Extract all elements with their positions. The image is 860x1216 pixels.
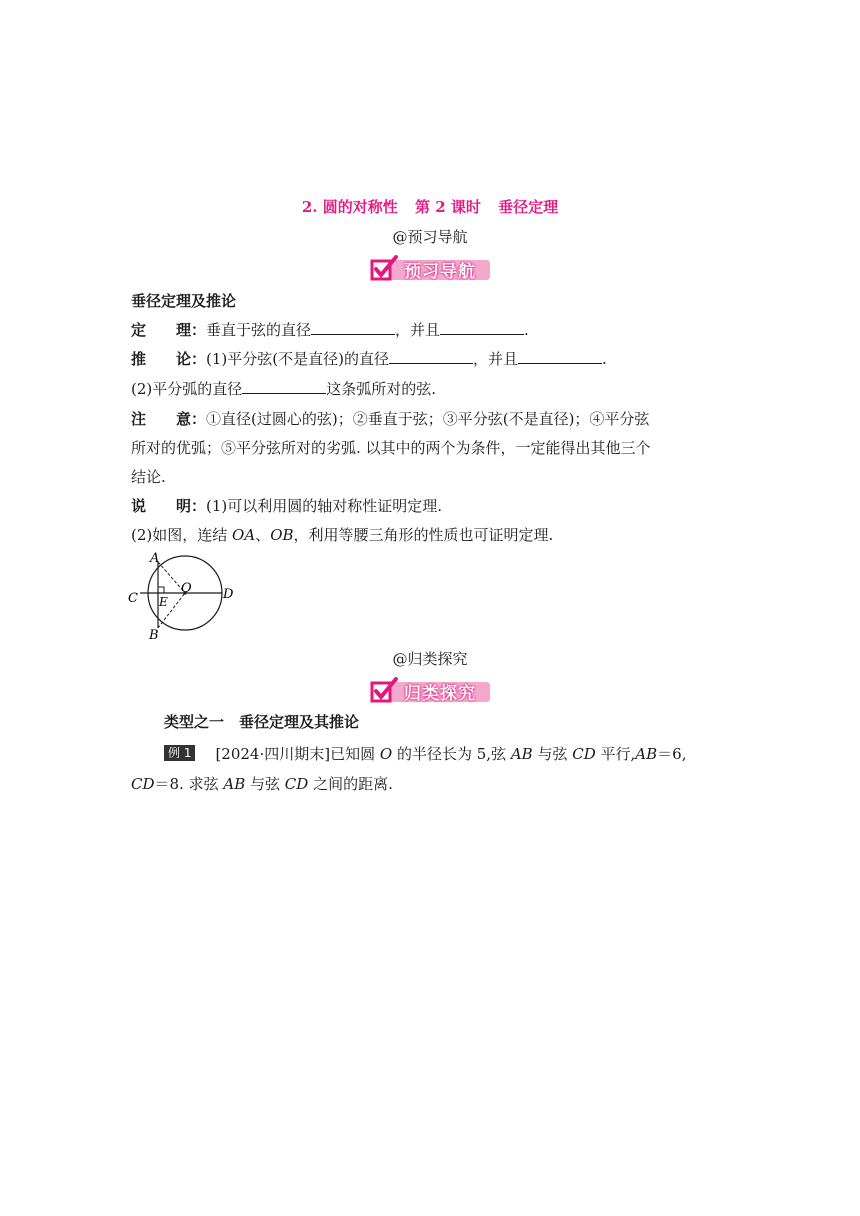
var-cd: CD: [131, 775, 155, 793]
var-ab: AB: [510, 745, 533, 763]
theorem-end: .: [524, 321, 529, 339]
explain-line-2: [131, 521, 731, 550]
example-line-1: [164, 740, 764, 769]
title-main: 2. 圆的对称性: [301, 198, 398, 216]
theorem-label: 定 理：: [131, 321, 207, 339]
explain-sep: 、: [255, 526, 271, 544]
note-line-3: 结论.: [131, 468, 166, 486]
note-line-2: 所对的优弧；⑤平分弦所对的劣弧. 以其中的两个为条件，一定能得出其他三个: [131, 439, 651, 457]
var-cd: CD: [572, 745, 596, 763]
section-heading: 垂径定理及推论: [131, 292, 237, 310]
explain-text-1: (1)可以利用圆的轴对称性证明定理.: [206, 497, 443, 515]
var-o: O: [379, 745, 393, 763]
var-ab: AB: [223, 775, 246, 793]
corollary-text-b: ，并且: [472, 350, 518, 368]
example-text: 与弦: [245, 775, 285, 793]
example-text: 已知圆: [330, 745, 380, 763]
theorem-text-b: ，并且: [395, 321, 441, 339]
theorem-blank-1[interactable]: [311, 320, 395, 335]
checkbox-check-icon: [370, 255, 400, 283]
example-source: [2024·四川期末]: [215, 745, 331, 763]
theorem-text: 垂直于弦的直径: [206, 321, 312, 339]
explain-label: 说 明：: [131, 497, 207, 515]
title-lesson: 第 2 课时: [414, 198, 481, 216]
explain-text-2a: (2)如图，连结: [131, 526, 233, 544]
example-line-2: [131, 770, 731, 799]
corollary2-text-b: 这条弧所对的弦.: [326, 380, 437, 398]
segment-ob: OB: [270, 526, 294, 544]
label-o: O: [181, 581, 192, 596]
label-d: D: [223, 587, 234, 602]
preview-anchor: @预习导航: [392, 228, 468, 246]
corollary-text: (1)平分弦(不是直径)的直径: [206, 350, 389, 368]
note-label: 注 意：: [131, 410, 207, 428]
example-text: 之间的距离.: [308, 775, 393, 793]
label-a: A: [150, 551, 160, 566]
explain-text-2b: ，利用等腰三角形的性质也可证明定理.: [293, 526, 554, 544]
example-text: 平行,: [595, 745, 636, 763]
lesson-title: [0, 196, 860, 217]
explore-banner-text: 归类探究: [404, 683, 476, 704]
checkbox-check-icon: [370, 677, 400, 705]
example-text: ＝8. 求弦: [154, 775, 224, 793]
corollary2-line: [131, 375, 731, 404]
example-badge: 例 1: [164, 745, 195, 761]
preview-banner-text: 预习导航: [404, 261, 476, 282]
corollary-line: [131, 345, 731, 374]
label-e: E: [159, 595, 168, 609]
corollary-blank-1[interactable]: [389, 349, 473, 364]
explain-line-1: [131, 492, 731, 521]
circle-diagram: [124, 548, 244, 648]
label-c: C: [128, 591, 138, 606]
corollary2-blank[interactable]: [242, 379, 326, 394]
example-text: 与弦: [532, 745, 573, 763]
title-topic: 垂径定理: [498, 198, 559, 216]
corollary-end: .: [601, 350, 607, 368]
corollary-label: 推 论：: [131, 350, 207, 368]
theorem-blank-2[interactable]: [440, 320, 524, 335]
explore-anchor: @归类探究: [392, 650, 468, 668]
corollary2-text: (2)平分弧的直径: [131, 380, 243, 398]
theorem-line: [131, 316, 731, 345]
var-ab: AB: [635, 745, 658, 763]
example-text: 的半径长为 5,弦: [392, 745, 511, 763]
preview-banner: [0, 254, 860, 284]
note-text-1: ①直径(过圆心的弦)；②垂直于弦；③平分弦(不是直径)；④平分弦: [206, 410, 650, 428]
segment-oa: OA: [232, 526, 256, 544]
note-line-1: [131, 405, 731, 434]
type-heading: 类型之一 垂径定理及其推论: [164, 713, 360, 731]
right-angle-mark: [158, 587, 164, 593]
corollary-blank-2[interactable]: [518, 349, 602, 364]
explore-banner: [0, 676, 860, 706]
label-b: B: [149, 628, 159, 643]
var-cd: CD: [284, 775, 309, 793]
example-text: ＝6,: [657, 745, 687, 763]
